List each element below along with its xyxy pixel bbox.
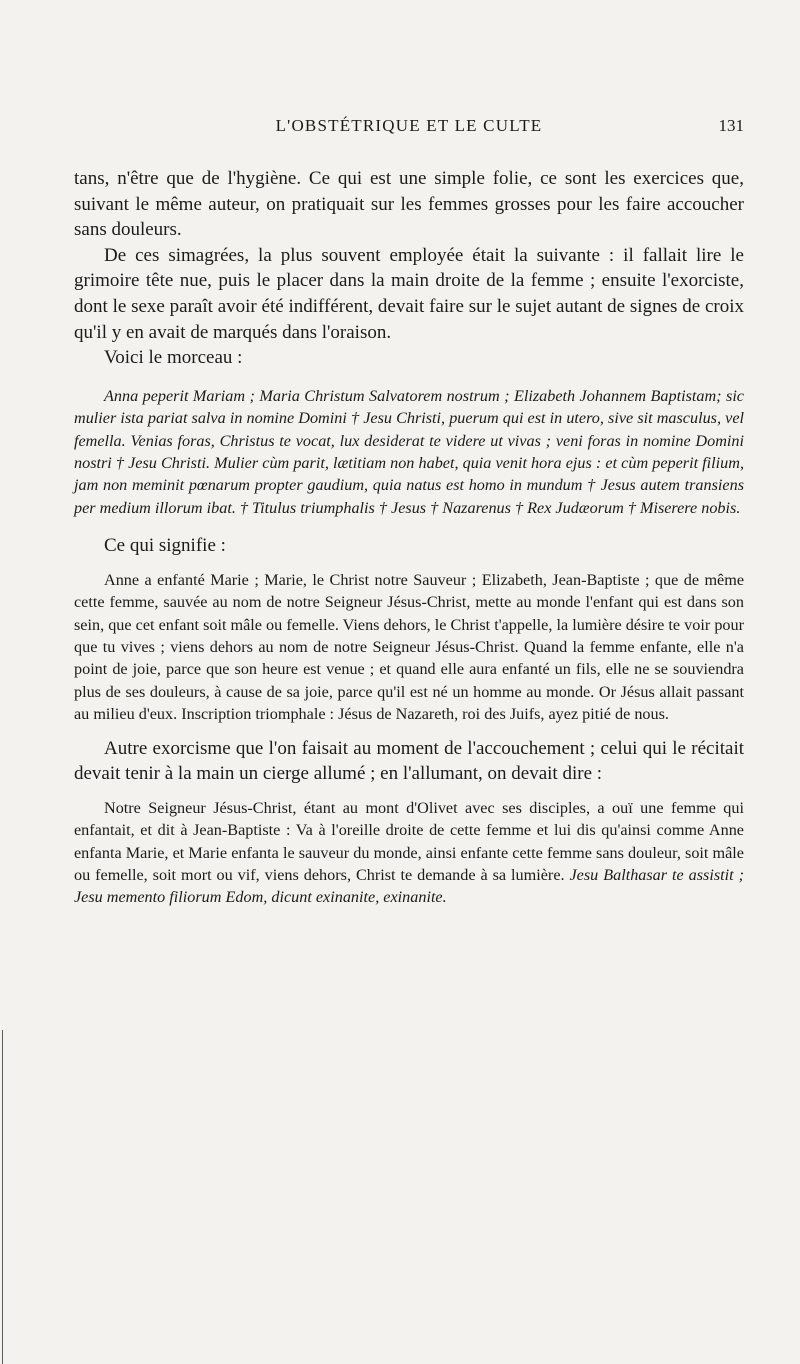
running-head [74,116,744,140]
running-title: L'OBSTÉTRIQUE ET LE CULTE [275,116,543,135]
french-translation: Anne a enfanté Marie ; Marie, le Christ notre Sauveur ; Elizabeth, Jean-Baptiste ; que de même cette femme, sauvée au nom de notre Seigneur Jésus-Christ, mette au monde l'enfant qui est dans son sein, que cet enfant soit mâle ou femelle. Viens dehors, le Christ t'appelle, la lumière désire te voir pour que tu vives ; viens dehors au nom de notre Seigneur Jésus-Christ. Quand la femme enfante, elle n'a point de joie, parce que son heure est venue ; et quand elle aura enfanté un fils, elle ne se souviendra plus de ses douleurs, à cause de sa joie, parce qu'il est né un homme au monde. Or Jésus allait passant au milieu d'eux. Inscription triomphale : Jésus de Nazareth, roi des Juifs, ayez pitié de nous. [74,570,744,724]
page-number: 131 [718,116,744,135]
binding-edge-line [2,1030,3,1364]
page-body [74,166,744,909]
second-exorcism [74,797,744,909]
paragraph-signifie: Ce qui signifie : [104,535,226,557]
paragraph-autre-exorcisme: Autre exorcisme que l'on faisait au moment de l'accouchement ; celui qui le récitait devait tenir à la main un cierge allumé ; en l'allumant, on devait dire : [74,737,744,785]
second-exorcism-latin: Jesu Balthasar te assistit ; Jesu memento filiorum Edom, dicunt exinanite, exinanite. [74,866,744,907]
latin-prayer: Anna peperit Mariam ; Maria Christum Salvatorem nostrum ; Elizabeth Johannem Baptistam; sic mulier ista pariat salva in nomine Domini † Jesu Christi, puerum qui est in utero, sive sit masculus, vel femella. Venias foras, Christus te vocat, lux desiderat te videre ut vivas ; veni foras in nomine Domini nostri † Jesu Christi. Mulier cùm parit, lætitiam non habet, quia venit hora ejus : et cùm peperit filium, jam non meminit pœnarum propter gaudium, quia natus est homo in mundum † Jesus autem transiens per medium illorum ibat. † Titulus triumphalis † Jesus † Nazarenus † Rex Judæorum † Miserere nobis. [74,386,744,517]
paragraph-simagrees: De ces simagrées, la plus souvent employée était la suivante : il fallait lire le grimoire tête nue, puis le placer dans la main droite de la femme ; ensuite l'exorciste, dont le sexe paraît avoir été indifférent, devait faire sur le sujet autant de signes de croix qu'il y en avait de marqués dans l'oraison. [74,244,744,343]
paragraph-continuation: tans, n'être que de l'hygiène. Ce qui est une simple folie, ce sont les exercices que, suivant le même auteur, on pratiquait sur les femmes grosses pour les faire accoucher sans douleurs. [74,168,744,241]
second-exorcism-text: Notre Seigneur Jésus-Christ, étant au mont d'Olivet avec ses disciples, a ouï une femme qui enfantait, et dit à Jean-Baptiste : Va à l'oreille droite de cette femme et lui dis qu'ainsi comme Anne enfanta Marie, et Marie enfanta le sauveur du monde, ainsi enfante cette femme sans douleur, soit mâle ou femelle, soit mort ou vif, viens dehors, Christ te demande à sa lumière. [74,798,744,885]
paragraph-voici: Voici le morceau : [104,347,243,369]
